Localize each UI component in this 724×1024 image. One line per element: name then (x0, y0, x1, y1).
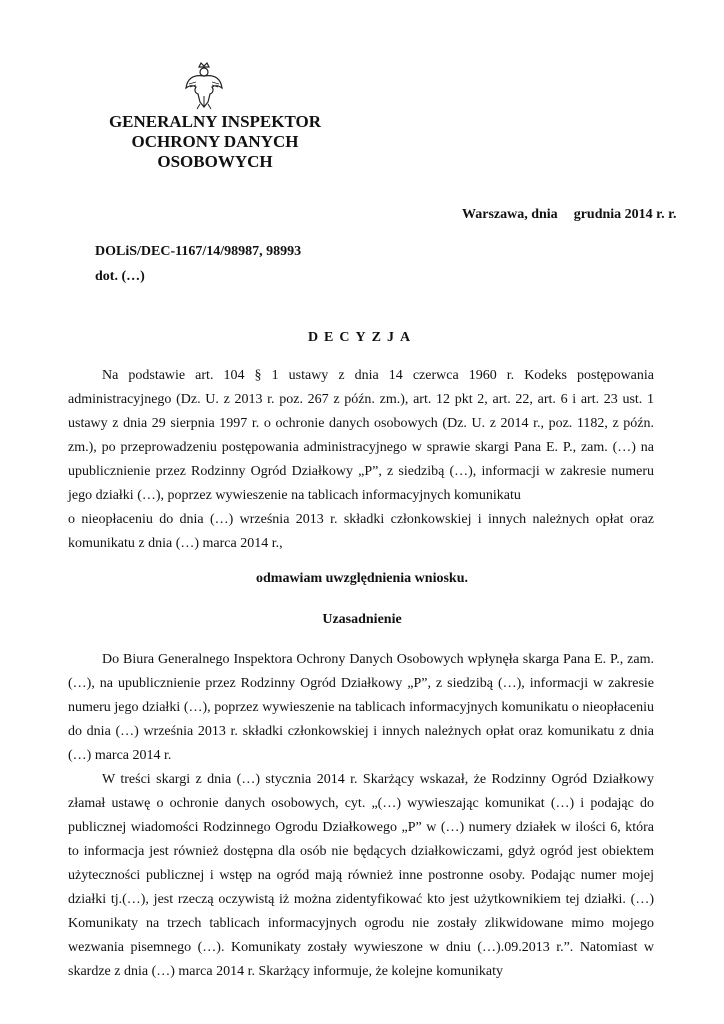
authority-line: OSOBOWYCH (157, 152, 273, 171)
date-prefix: Warszawa, dnia (462, 207, 558, 222)
authority-line: GENERALNY INSPEKTOR (108, 112, 322, 131)
legal-basis-paragraph: Na podstawie art. 104 § 1 ustawy z dnia 14 czerwca 1960 r. Kodeks postępowania administracyjnego (Dz. U. z 2013 r. poz. 267 z późn. zm.), art. 12 pkt 2, art. 22, art. 6 i art. 23 ust. 1 ustawy z dnia 29 sierpnia 1997 r. o ochronie danych osobowych (Dz. U. z 2014 r., poz. 1182, z późn. zm.), po przeprowadzeniu postępowania administracyjnego w sprawie skargi Pana E. P., zam. (…) na upublicznienie przez Rodzinny Ogród Działkowy „P”, z siedzibą (…), informacji w zakresie numeru jego działki (…), poprzez wywieszenie na tablicach informacyjnych komunikatu (68, 368, 654, 503)
place-and-date (462, 207, 677, 223)
case-subject: dot. (…) (95, 269, 145, 284)
issuing-authority (90, 112, 340, 172)
polish-eagle-emblem-icon (184, 62, 224, 110)
case-reference-number: DOLiS/DEC-1167/14/98987, 98993 (95, 244, 302, 259)
authority-line: OCHRONY DANYCH (131, 132, 299, 151)
justification-paragraph: W treści skargi z dnia (…) stycznia 2014 r. Skarżący wskazał, że Rodzinny Ogród Działkowy złamał ustawę o ochronie danych osobowych, cyt. „(…) wywieszając komunikat (…) i podając do publicznej wiadomości Rodzinnego Ogrodu Działkowego „P” w (…) numery działek w ilości 6, która to informacja jest również dostępna dla osób nie będących działkowiczami, gdyż ogród jest obiektem użyteczności publicznej i wstęp na ogród mają również inne postronne osoby. Podając numer mojej działki tj.(…), jest rzeczą oczywistą iż można zidentyfikować kto jest użytkownikiem tej działki. (…) Komunikaty na trzech tablicach informacyjnych ogrodu nie zostały zlikwidowane mimo mojego wezwania pisemnego (…). Komunikaty zostały wywieszone w dniu (…).09.2013 r.”. Natomiast w skardze z dnia (…) marca 2014 r. Skarżący informuje, że kolejne komunikaty (68, 772, 654, 979)
date-suffix: grudnia 2014 r. r. (573, 207, 677, 222)
document-title: DECYZJA (307, 330, 417, 345)
justification-paragraph: Do Biura Generalnego Inspektora Ochrony Danych Osobowych wpłynęła skarga Pana E. P., zam. (…), na upublicznienie przez Rodzinny Ogród Działkowy „P”, z siedzibą (…), informacji w zakresie numeru jego działki (…), poprzez wywieszenie na tablicach informacyjnych komunikatu o nieopłaceniu do dnia (…) września 2013 r. składki członkowskiej i innych należnych opłat oraz komunikatu z dnia (…) marca 2014 r. (68, 652, 654, 763)
decision-statement: odmawiam uwzględnienia wniosku. (256, 571, 468, 586)
legal-basis-continuation: o nieopłaceniu do dnia (…) września 2013 r. składki członkowskiej i innych należnych opłat oraz komunikatu z dnia (…) marca 2014 r., (68, 512, 654, 551)
justification-heading: Uzasadnienie (322, 612, 402, 627)
